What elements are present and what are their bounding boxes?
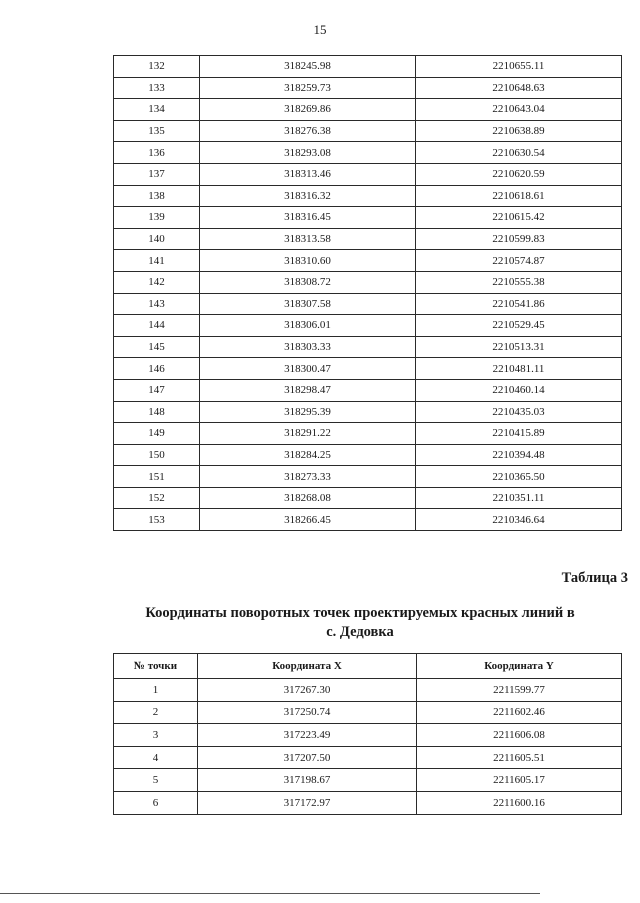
coordinate-y-cell: 2210648.63 bbox=[416, 77, 622, 99]
coordinate-y-cell: 2210599.83 bbox=[416, 228, 622, 250]
coordinate-x-cell: 318273.33 bbox=[200, 466, 416, 488]
table-row bbox=[114, 679, 622, 702]
coordinate-x-cell: 318266.45 bbox=[200, 509, 416, 531]
point-number-cell: 2 bbox=[114, 701, 198, 724]
coordinates-table-continued bbox=[113, 55, 622, 531]
point-number-cell: 151 bbox=[114, 466, 200, 488]
coordinate-y-cell: 2211605.51 bbox=[417, 746, 622, 769]
point-number-cell: 141 bbox=[114, 250, 200, 272]
coordinate-y-cell: 2210541.86 bbox=[416, 293, 622, 315]
point-number-cell: 5 bbox=[114, 769, 198, 792]
table-label: Таблица 3 bbox=[561, 570, 628, 586]
coordinate-y-cell: 2210574.87 bbox=[416, 250, 622, 272]
point-number-cell: 1 bbox=[114, 679, 198, 702]
coordinates-table-3 bbox=[113, 653, 622, 815]
point-number-cell: 139 bbox=[114, 207, 200, 229]
table-row bbox=[114, 769, 622, 792]
table-row bbox=[114, 336, 622, 358]
table-row bbox=[114, 56, 622, 78]
point-number-cell: 136 bbox=[114, 142, 200, 164]
point-number-cell: 150 bbox=[114, 444, 200, 466]
coordinate-x-cell: 318291.22 bbox=[200, 423, 416, 445]
point-number-cell: 3 bbox=[114, 724, 198, 747]
coordinate-x-cell: 318300.47 bbox=[200, 358, 416, 380]
page-number: 15 bbox=[313, 22, 327, 37]
coordinate-y-cell: 2211599.77 bbox=[417, 679, 622, 702]
coordinate-y-cell: 2210555.38 bbox=[416, 271, 622, 293]
coordinate-y-cell: 2210460.14 bbox=[416, 379, 622, 401]
coordinate-x-cell: 317250.74 bbox=[198, 701, 417, 724]
coordinate-y-cell: 2210415.89 bbox=[416, 423, 622, 445]
coordinate-x-cell: 318276.38 bbox=[200, 120, 416, 142]
coordinate-y-cell: 2211606.08 bbox=[417, 724, 622, 747]
coordinate-y-cell: 2210638.89 bbox=[416, 120, 622, 142]
point-number-cell: 152 bbox=[114, 487, 200, 509]
table-row bbox=[114, 509, 622, 531]
coordinate-x-cell: 317223.49 bbox=[198, 724, 417, 747]
table-title-line-2: с. Дедовка bbox=[326, 624, 394, 640]
table-row bbox=[114, 444, 622, 466]
coordinate-x-cell: 318306.01 bbox=[200, 315, 416, 337]
header-coordinate-y: Координата Y bbox=[417, 654, 622, 679]
point-number-cell: 132 bbox=[114, 56, 200, 78]
coordinate-y-cell: 2210618.61 bbox=[416, 185, 622, 207]
table-row bbox=[114, 120, 622, 142]
coordinate-y-cell: 2210513.31 bbox=[416, 336, 622, 358]
coordinates-table-body bbox=[114, 56, 622, 531]
table-row bbox=[114, 401, 622, 423]
coordinate-y-cell: 2211605.17 bbox=[417, 769, 622, 792]
point-number-cell: 133 bbox=[114, 77, 200, 99]
coordinate-x-cell: 318313.58 bbox=[200, 228, 416, 250]
coordinate-y-cell: 2210346.64 bbox=[416, 509, 622, 531]
table-row bbox=[114, 163, 622, 185]
point-number-cell: 134 bbox=[114, 99, 200, 121]
table-row bbox=[114, 77, 622, 99]
point-number-cell: 145 bbox=[114, 336, 200, 358]
table-row bbox=[114, 207, 622, 229]
coordinate-x-cell: 317172.97 bbox=[198, 791, 417, 814]
table-row bbox=[114, 293, 622, 315]
coordinate-x-cell: 318269.86 bbox=[200, 99, 416, 121]
coordinates-table-3-body bbox=[114, 679, 622, 815]
table-row bbox=[114, 99, 622, 121]
coordinate-y-cell: 2210643.04 bbox=[416, 99, 622, 121]
coordinate-y-cell: 2211600.16 bbox=[417, 791, 622, 814]
coordinate-x-cell: 318298.47 bbox=[200, 379, 416, 401]
table-row bbox=[114, 250, 622, 272]
point-number-cell: 143 bbox=[114, 293, 200, 315]
coordinate-y-cell: 2210630.54 bbox=[416, 142, 622, 164]
coordinate-x-cell: 318308.72 bbox=[200, 271, 416, 293]
table-row bbox=[114, 423, 622, 445]
coordinate-x-cell: 318303.33 bbox=[200, 336, 416, 358]
table-row bbox=[114, 746, 622, 769]
coordinate-x-cell: 318245.98 bbox=[200, 56, 416, 78]
coordinate-y-cell: 2210394.48 bbox=[416, 444, 622, 466]
coordinate-y-cell: 2210655.11 bbox=[416, 56, 622, 78]
point-number-cell: 138 bbox=[114, 185, 200, 207]
coordinate-y-cell: 2210435.03 bbox=[416, 401, 622, 423]
coordinate-x-cell: 317198.67 bbox=[198, 769, 417, 792]
coordinate-y-cell: 2211602.46 bbox=[417, 701, 622, 724]
table-row bbox=[114, 379, 622, 401]
coordinate-y-cell: 2210615.42 bbox=[416, 207, 622, 229]
coordinate-x-cell: 318307.58 bbox=[200, 293, 416, 315]
table-row bbox=[114, 487, 622, 509]
point-number-cell: 146 bbox=[114, 358, 200, 380]
table-title-line-1: Координаты поворотных точек проектируемых красных линий в bbox=[145, 605, 575, 621]
point-number-cell: 6 bbox=[114, 791, 198, 814]
coordinate-y-cell: 2210529.45 bbox=[416, 315, 622, 337]
coordinate-y-cell: 2210481.11 bbox=[416, 358, 622, 380]
table-row bbox=[114, 791, 622, 814]
coordinate-x-cell: 318316.32 bbox=[200, 185, 416, 207]
table-row bbox=[114, 358, 622, 380]
coordinate-y-cell: 2210351.11 bbox=[416, 487, 622, 509]
coordinate-x-cell: 318259.73 bbox=[200, 77, 416, 99]
table-row bbox=[114, 315, 622, 337]
coordinate-x-cell: 318310.60 bbox=[200, 250, 416, 272]
coordinate-x-cell: 318284.25 bbox=[200, 444, 416, 466]
table-row bbox=[114, 228, 622, 250]
coordinate-x-cell: 318293.08 bbox=[200, 142, 416, 164]
table-row bbox=[114, 185, 622, 207]
coordinate-y-cell: 2210365.50 bbox=[416, 466, 622, 488]
point-number-cell: 142 bbox=[114, 271, 200, 293]
table-row bbox=[114, 271, 622, 293]
table-header-row bbox=[114, 654, 622, 679]
coordinate-x-cell: 318268.08 bbox=[200, 487, 416, 509]
table-row bbox=[114, 701, 622, 724]
point-number-cell: 4 bbox=[114, 746, 198, 769]
point-number-cell: 149 bbox=[114, 423, 200, 445]
point-number-cell: 147 bbox=[114, 379, 200, 401]
coordinate-x-cell: 318313.46 bbox=[200, 163, 416, 185]
point-number-cell: 153 bbox=[114, 509, 200, 531]
table-title bbox=[100, 604, 620, 642]
point-number-cell: 144 bbox=[114, 315, 200, 337]
header-coordinate-x: Координата X bbox=[198, 654, 417, 679]
header-point-number: № точки bbox=[114, 654, 198, 679]
table-row bbox=[114, 724, 622, 747]
point-number-cell: 140 bbox=[114, 228, 200, 250]
point-number-cell: 148 bbox=[114, 401, 200, 423]
footer-rule bbox=[0, 893, 540, 894]
table-row bbox=[114, 466, 622, 488]
coordinate-x-cell: 317207.50 bbox=[198, 746, 417, 769]
point-number-cell: 135 bbox=[114, 120, 200, 142]
coordinate-x-cell: 318316.45 bbox=[200, 207, 416, 229]
coordinate-x-cell: 318295.39 bbox=[200, 401, 416, 423]
coordinate-y-cell: 2210620.59 bbox=[416, 163, 622, 185]
coordinate-x-cell: 317267.30 bbox=[198, 679, 417, 702]
table-row bbox=[114, 142, 622, 164]
point-number-cell: 137 bbox=[114, 163, 200, 185]
